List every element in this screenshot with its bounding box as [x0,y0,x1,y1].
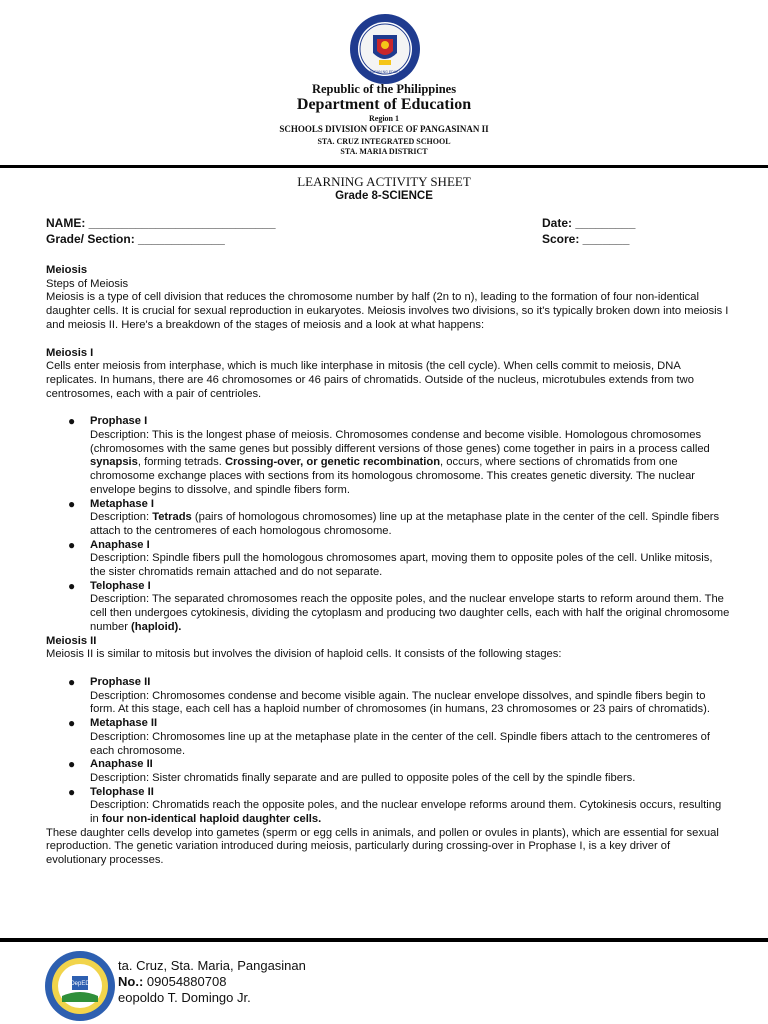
meiosis-2-stages [46,676,730,827]
bullet-icon: ● [68,757,76,772]
stage-name: Metaphase II [90,717,158,730]
stage-metaphase-1 [46,498,730,539]
sheet-title: LEARNING ACTIVITY SHEET [297,174,471,189]
deped-seal-logo [349,13,421,85]
stage-telophase-1 [46,580,730,635]
meiosis-2-heading: Meiosis II [46,634,97,647]
bullet-icon: ● [68,716,76,731]
stage-description: Description: The separated chromosomes reach the opposite poles, and the nuclear envelope starts to reform around them. The cell then undergoes cytokinesis, dividing the cytoplasm and producing two daughter cells, each with half the original chromosome number (haploid). [90,593,730,633]
conclusion-paragraph: These daughter cells develop into gametes (sperm or egg cells in animals, and pollen or ovules in plants), which are essential for sexual reproduction. The genetic variation introduced during meiosis, particularly during crossing-over in Prophase I, is a key driver of evolutionary processes. [46,826,719,867]
stage-name: Anaphase II [90,758,153,771]
meiosis-1-heading: Meiosis I [46,346,94,359]
meiosis-1-stages [46,415,730,634]
stage-name: Telophase I [90,579,151,592]
stage-anaphase-2 [46,758,730,785]
stage-description: Description: Chromosomes line up at the metaphase plate in the center of the cell. Spindle fibers attach to the centromeres of each chromosome. [90,730,710,757]
header-republic: Republic of the Philippines [311,82,457,96]
score-field: Score: _______ [542,232,630,246]
header-school: STA. CRUZ INTEGRATED SCHOOL [317,137,451,146]
footer-principal: eopoldo T. Domingo Jr. [118,990,251,1005]
stage-name: Prophase II [90,675,151,688]
stage-name: Prophase I [90,415,148,428]
header-division: SCHOOLS DIVISION OFFICE OF PANGASINAN II [279,124,489,134]
topic-subtitle: Steps of Meiosis [46,277,129,290]
stage-name: Metaphase I [90,497,155,510]
bullet-icon: ● [68,496,76,511]
stage-prophase-1 [46,415,730,497]
stage-name: Anaphase I [90,538,150,551]
date-field: Date: _________ [542,216,636,230]
stage-description: Description: Chromatids reach the opposite poles, and the nuclear envelope reforms around them. Cytokinesis occurs, resulting in four non-identical haploid daughter cells. [90,799,722,826]
stage-description: Description: Sister chromatids finally separate and are pulled to opposite poles of the cell by the spindle fibers. [90,771,636,784]
stage-description: Description: This is the longest phase of meiosis. Chromosomes condense and become visible. Homologous chromosomes (chromosomes with the same genes but possibly different versions of those genes) come together in pairs in a process called synapsis, forming tetrads. Crossing-over, or genetic recombination, occurs, where sections of chromatids from one chromosome exchange places with sections from its homologous chromosome. This creates genetic diversity. The nuclear envelope begins to dissolve, and spindle fibers form. [90,429,710,496]
meiosis-1-intro: Cells enter meiosis from interphase, which is much like interphase in mitosis (the cell cycle). When cells commit to meiosis, DNA replicates. In humans, there are 46 chromosomes or 46 pairs of chromatids. Outside of the nucleus, microtubules extends from two centrosomes, each with a pair of centrioles. [46,360,694,400]
meiosis-2-intro: Meiosis II is similar to mitosis but involves the division of haploid cells. It consists of the following stages: [46,648,562,661]
footer-contact: No.: 09054880708 [118,974,227,989]
school-logo [44,950,116,1022]
header-department: Department of Education [296,96,472,113]
logo-text: DepED [70,981,90,987]
bullet-icon: ● [68,578,76,593]
header-district: STA. MARIA DISTRICT [340,147,428,156]
stage-name: Telophase II [90,785,154,798]
bullet-icon: ● [68,537,76,552]
bullet-icon: ● [68,784,76,799]
seal-text: KAGAWARAN NG EDUKASYON [359,70,411,74]
name-field: NAME: ____________________________ [46,216,276,230]
topic-title: Meiosis [46,264,88,276]
stage-prophase-2 [46,676,730,717]
grade-section-field: Grade/ Section: _____________ [46,232,225,246]
bullet-icon: ● [68,674,76,689]
header-divider [0,165,768,168]
sheet-grade: Grade 8-SCIENCE [335,190,433,202]
stage-description: Description: Tetrads (pairs of homologous chromosomes) line up at the metaphase plate in the center of the cell. Spindle fibers attach to the centromeres of each homologous chromosome. [90,511,720,537]
stage-metaphase-2 [46,717,730,758]
stage-description: Description: Spindle fibers pull the homologous chromosomes apart, moving them to opposite poles of the cell. Unlike mitosis, the sister chromatids remain attached and do not separate. [90,552,713,579]
lesson-content [46,264,730,868]
stage-description: Description: Chromosomes condense and become visible again. The nuclear envelope dissolves, and spindle fibers begin to form. At this stage, each cell has a haploid number of chromosomes (in humans, 23 chromosomes or 23 pairs of chromatids). [90,689,710,716]
footer-address: ta. Cruz, Sta. Maria, Pangasinan [118,958,306,973]
header-region: Region 1 [369,114,399,123]
stage-anaphase-1 [46,539,730,580]
footer-divider [0,938,768,942]
intro-paragraph: Meiosis is a type of cell division that reduces the chromosome number by half (2n to n), leading to the formation of four non-identical daughter cells. It is crucial for sexual reproduction in eukaryotes. Meiosis involves two divisions, so it's typically broken down into meiosis I and meiosis II. Here's a breakdown of the stages of meiosis and a look at what happens: [46,291,729,331]
bullet-icon: ● [68,414,76,429]
stage-telophase-2 [46,786,730,827]
